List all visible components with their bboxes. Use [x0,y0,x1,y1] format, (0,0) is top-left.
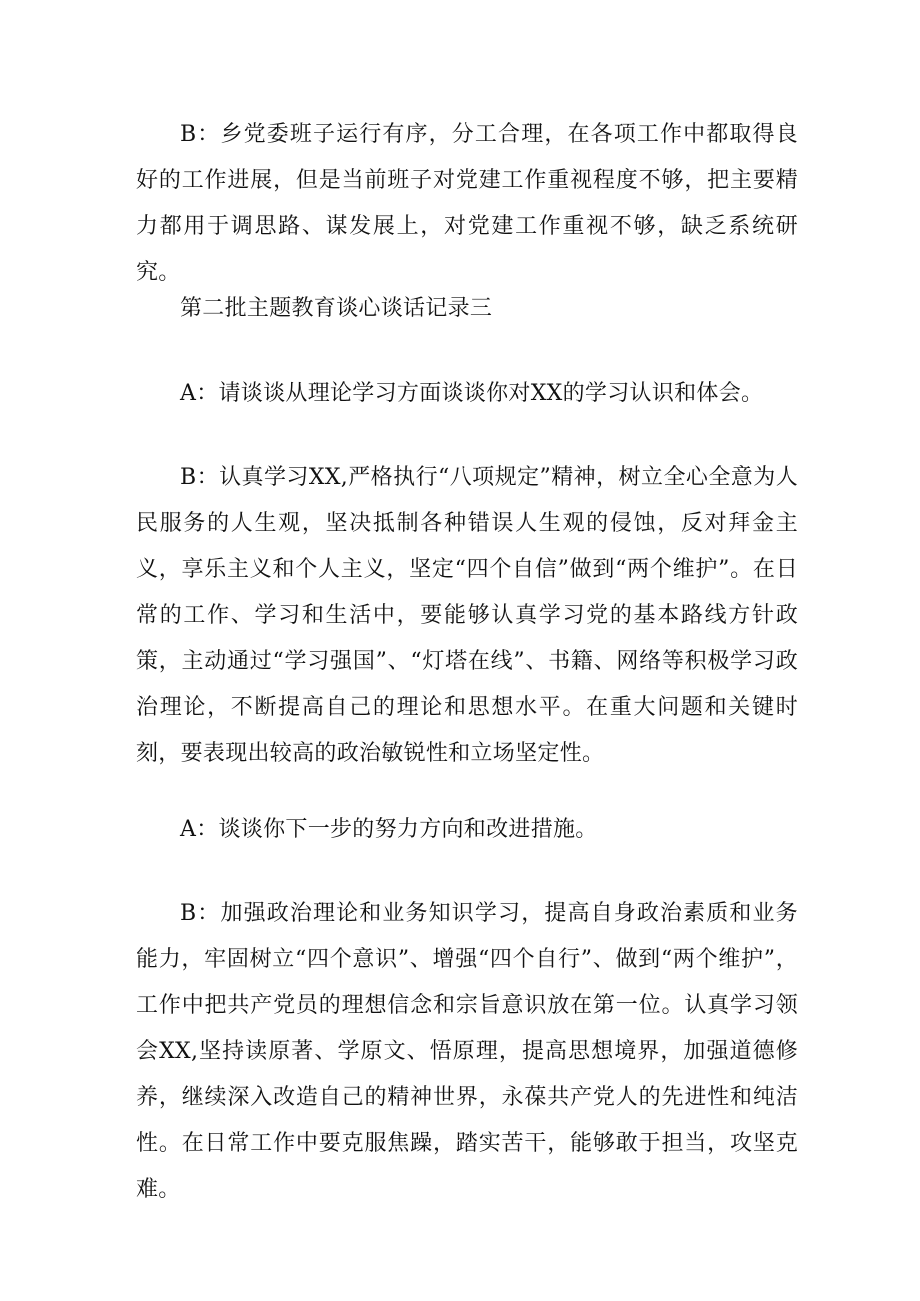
paragraph-answer-b-1: B：乡党委班子运行有序，分工合理，在各项工作中都取得良好的工作进展，但是当前班子对党建工作重视程度不够，把主要精力都用于调思路、谋发展上，对党建工作重视不够，缺乏系统研究。 [136,122,798,285]
paragraph-question-a-1: A：请谈谈从理论学习方面谈谈你对XX的学习认识和体会。 [180,381,764,406]
paragraph-answer-b-2: B：认真学习XX,严格执行“八项规定”精神，树立全心全意为人民服务的人生观，坚决抵制各种错误人生观的侵蚀，反对拜金主义，享乐主义和个人主义，坚定“四个自信”做到“两个维护”。在日常的工作、学习和生活中，要能够认真学习党的基本路线方针政策，主动通过“学习强国”、“灯塔在线”、书籍、网络等积极学习政治理论，不断提高自己的理论和思想水平。在重大问题和关键时刻，要表现出较高的政治敏锐性和立场坚定性。 [136,465,798,766]
section-title: 第二批主题教育谈心谈话记录三 [180,296,493,321]
paragraph-question-a-2: A：谈谈你下一步的努力方向和改进措施。 [180,817,598,842]
paragraph-answer-b-3: B：加强政治理论和业务知识学习，提高自身政治素质和业务能力，牢固树立“四个意识”、增强“四个自行”、做到“两个维护”，工作中把共产党员的理想信念和宗旨意识放在第一位。认真学习领会XX,坚持读原著、学原文、悟原理，提高思想境界，加强道德修养，继续深入改造自己的精神世界，永葆共产党人的先进性和纯洁性。在日常工作中要克服焦躁，踏实苦干，能够敢于担当，攻坚克难。 [136,901,798,1202]
